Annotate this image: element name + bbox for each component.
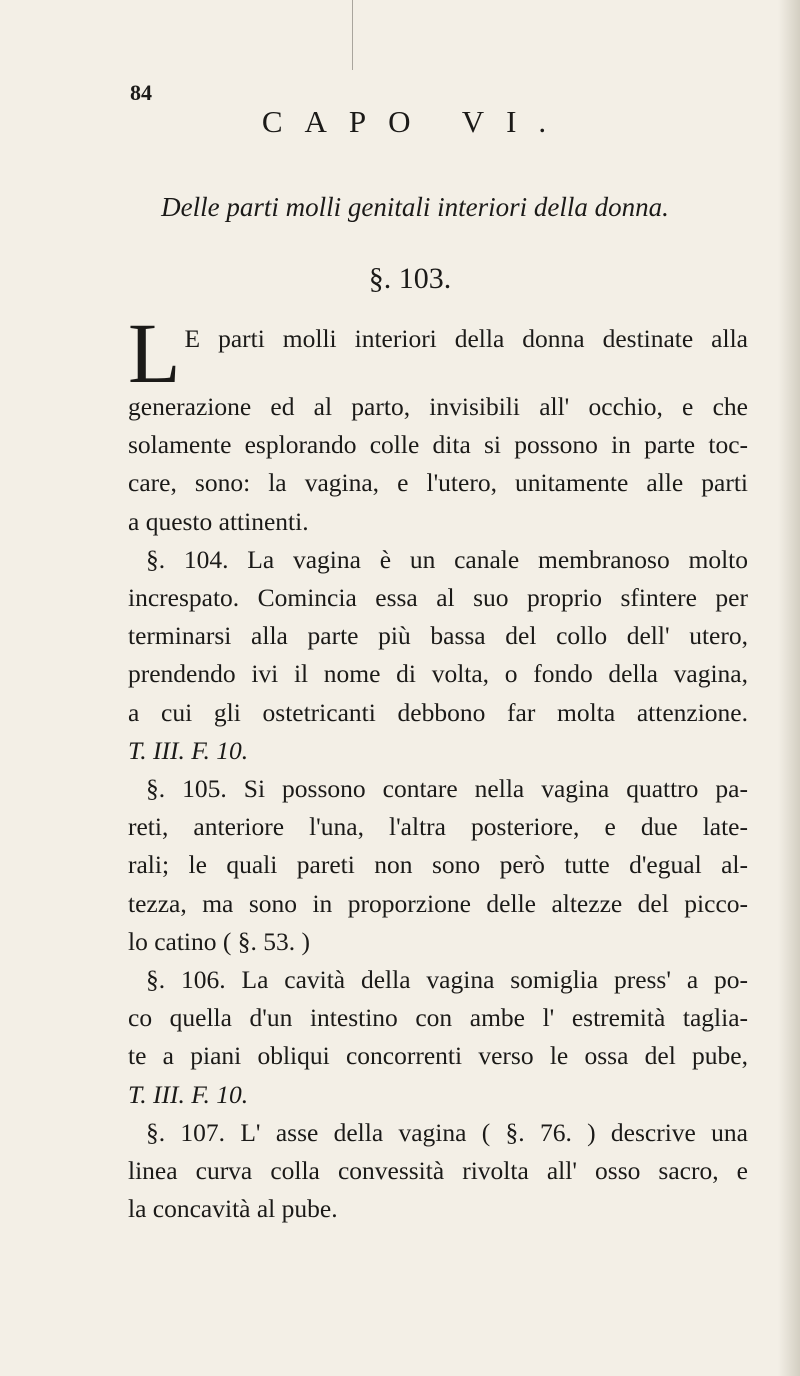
text-line: a cui gli ostetricanti debbono far molta attenzione.: [128, 697, 748, 727]
text-line: linea curva colla convessità rivolta all' osso sacro, e: [128, 1156, 748, 1186]
text-line: §. 104. La vagina è un canale membranoso molto: [146, 544, 748, 574]
chapter-heading: CAPO VI.: [261, 104, 569, 139]
text-line: la concavità al pube.: [128, 1194, 338, 1224]
text-line: reti, anteriore l'una, l'altra posteriore, e due late-: [128, 812, 748, 842]
text-line: rali; le quali pareti non sono però tutte d'egual al-: [128, 850, 748, 880]
page-crease: [352, 0, 353, 70]
body-text: [128, 305, 748, 1228]
text-line: solamente esplorando colle dita si possono in parte toc-: [128, 430, 748, 460]
text-line: T. III. F. 10.: [128, 1079, 249, 1109]
text-line: §. 106. La cavità della vagina somiglia press' a po-: [146, 965, 748, 995]
text-line: terminarsi alla parte più bassa del collo dell' utero,: [128, 621, 748, 651]
text-line: tezza, ma sono in proporzione delle altezze del picco-: [128, 888, 748, 918]
text-line: increspato. Comincia essa al suo proprio sfintere per: [128, 583, 748, 613]
text-line: a questo attinenti.: [128, 506, 309, 536]
text-line: generazione ed al parto, invisibili all' occhio, e che: [128, 392, 748, 421]
text-line: prendendo ivi il nome di volta, o fondo della vagina,: [128, 659, 748, 689]
text-line: te a piani obliqui concorrenti verso le ossa del pube,: [128, 1041, 748, 1071]
text-line: lo catino ( §. 53. ): [128, 926, 310, 956]
text-line: care, sono: la vagina, e l'utero, unitamente alle parti: [128, 468, 748, 498]
section-header: §. 103.: [368, 262, 452, 295]
page-number: 84: [130, 80, 152, 105]
text-line: §. 107. L' asse della vagina ( §. 76. ) descrive una: [146, 1117, 748, 1147]
text-line: E parti molli interiori della donna destinate alla: [184, 324, 748, 353]
text-line: co quella d'un intestino con ambe l' estremità taglia-: [128, 1003, 748, 1033]
text-line: §. 105. Si possono contare nella vagina quattro pa-: [146, 774, 748, 804]
chapter-subtitle: Delle parti molli genitali interiori della donna.: [161, 192, 669, 222]
drop-cap: L: [128, 305, 181, 401]
text-line: T. III. F. 10.: [128, 735, 249, 765]
